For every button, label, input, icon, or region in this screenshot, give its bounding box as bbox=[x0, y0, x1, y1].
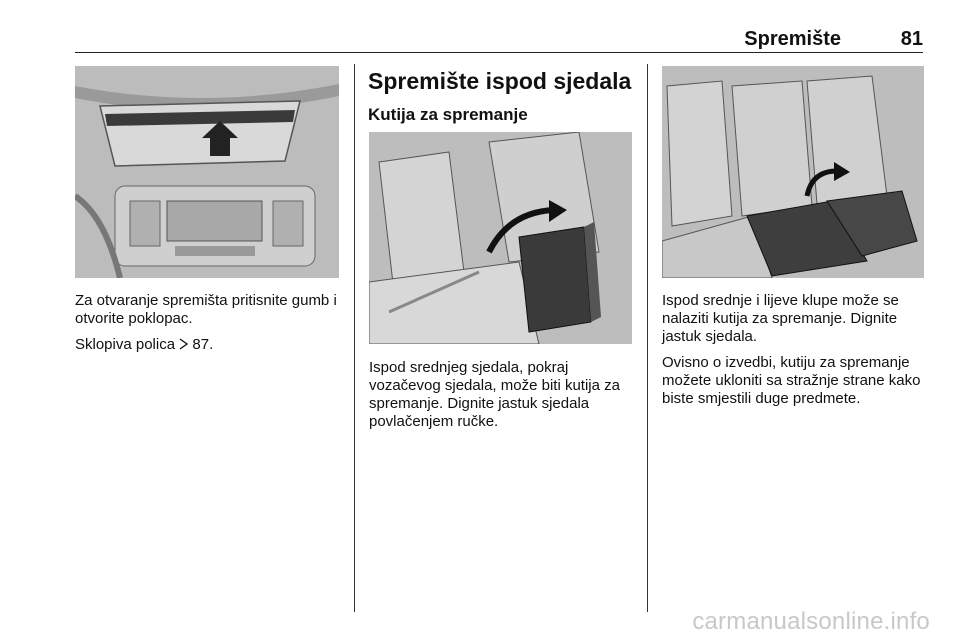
folding-shelf-page-ref[interactable]: 87. bbox=[192, 336, 214, 353]
paragraph-middle-seat-box: Ispod srednjeg sjedala, pokraj vozačevog sjedala, može biti kutija za spremanje. Dignite jastuk sjedala povlačenjem ručke. bbox=[369, 359, 620, 430]
paragraph-open-storage: Za otvaranje spremišta pritisnite gumb i otvorite poklopac. bbox=[75, 292, 337, 327]
section-heading: Spremište ispod sjedala bbox=[368, 68, 632, 94]
page-number: 81 bbox=[900, 28, 923, 50]
column-1-text bbox=[75, 292, 340, 355]
section-title: Spremište bbox=[744, 28, 841, 50]
paragraph-rear-bench-box: Ispod srednje i lijeve klupe može se nalaziti kutija za spremanje. Dignite jastuk sjedala. bbox=[662, 292, 899, 345]
watermark: carmanualsonline.info bbox=[692, 608, 930, 635]
column-2-text bbox=[369, 359, 639, 431]
column-2-headings bbox=[368, 68, 638, 125]
figure-overhead-storage bbox=[75, 66, 339, 278]
figure-storage-box-seat bbox=[369, 132, 632, 344]
paragraph-remove-box: Ovisno o izvedbi, kutiju za spremanje možete ukloniti sa stražnje strane kako biste smjestili duge predmete. bbox=[662, 354, 921, 407]
figure-rear-bench-storage bbox=[662, 66, 924, 278]
folding-shelf-text: Sklopiva polica bbox=[75, 336, 176, 353]
page-header bbox=[75, 22, 923, 53]
column-3-text bbox=[662, 292, 928, 408]
arrow-reference-icon bbox=[179, 337, 188, 355]
subsection-heading: Kutija za spremanje bbox=[368, 105, 528, 124]
paragraph-folding-shelf bbox=[75, 336, 340, 355]
column-divider-1 bbox=[354, 64, 355, 612]
column-divider-2 bbox=[647, 64, 648, 612]
